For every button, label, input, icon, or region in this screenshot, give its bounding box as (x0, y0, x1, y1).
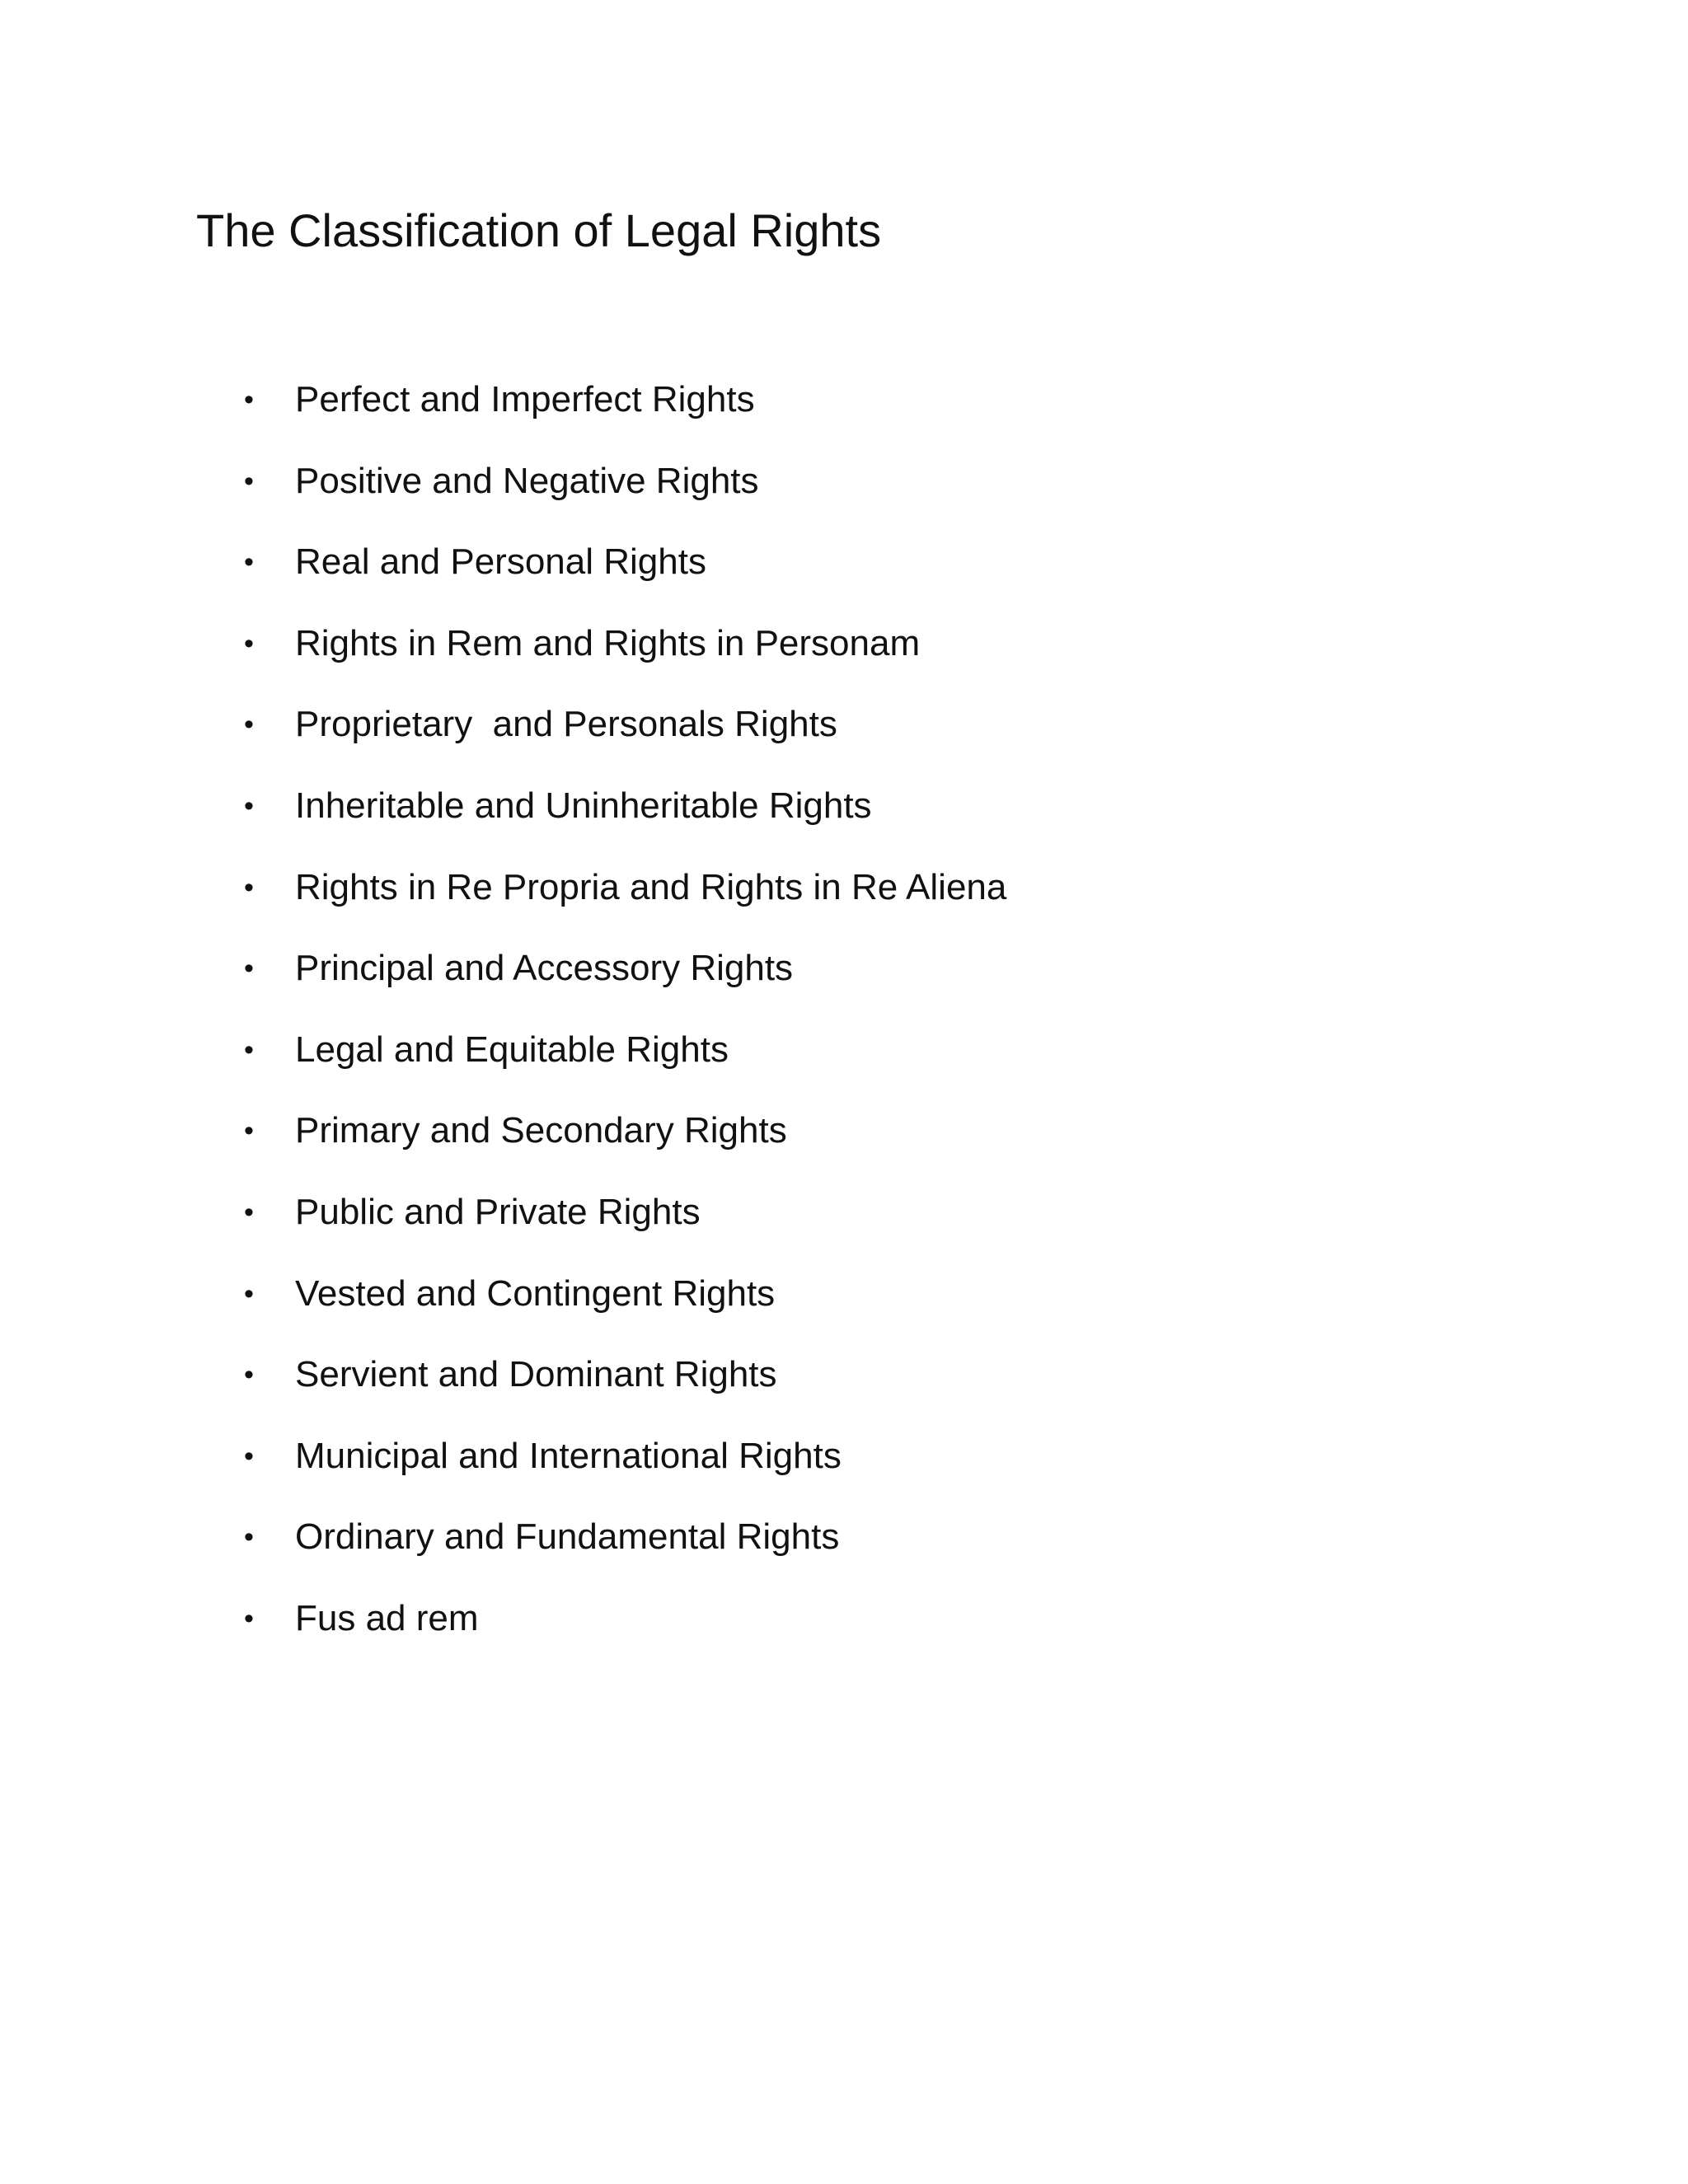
list-item-text: Positive and Negative Rights (295, 460, 759, 501)
bullet-icon: • (244, 1521, 254, 1554)
bullet-icon: • (244, 871, 254, 903)
bullet-icon: • (244, 1277, 254, 1310)
bullet-icon: • (244, 1602, 254, 1634)
bullet-icon: • (244, 546, 254, 579)
bullet-icon: • (244, 1196, 254, 1228)
list-item-text: Inheritable and Uninheritable Rights (295, 785, 872, 826)
list-item-text: Principal and Accessory Rights (295, 948, 794, 989)
list-item-text: Vested and Contingent Rights (295, 1272, 776, 1314)
list-item-text: Perfect and Imperfect Rights (295, 379, 755, 419)
list-item-text: Primary and Secondary Rights (295, 1110, 787, 1151)
bullet-icon: • (244, 709, 254, 741)
page-title: The Classification of Legal Rights (196, 204, 882, 256)
list-item-text: Proprietary and Personals Rights (295, 704, 837, 745)
bullet-icon: • (244, 627, 254, 659)
bullet-icon: • (244, 790, 254, 822)
list-item-text: Rights in Re Propria and Rights in Re Aliena (295, 866, 1007, 907)
list-item-text: Real and Personal Rights (295, 541, 706, 583)
list-item-text: Servient and Dominant Rights (295, 1354, 777, 1395)
bullet-icon: • (244, 465, 254, 497)
bullet-icon: • (244, 384, 254, 415)
bullet-icon: • (244, 1359, 254, 1391)
list-item-text: Legal and Equitable Rights (295, 1029, 729, 1070)
list-item-text: Public and Private Rights (295, 1191, 701, 1232)
list-item-text: Fus ad rem (295, 1597, 479, 1638)
list-item-text: Rights in Rem and Rights in Personam (295, 622, 921, 663)
bullet-icon: • (244, 1440, 254, 1472)
bullet-icon: • (244, 953, 254, 985)
list-item-text: Ordinary and Fundamental Rights (295, 1516, 840, 1558)
list-item-text: Municipal and International Rights (295, 1435, 842, 1476)
bullet-icon: • (244, 1033, 254, 1066)
bullet-icon: • (244, 1115, 254, 1147)
